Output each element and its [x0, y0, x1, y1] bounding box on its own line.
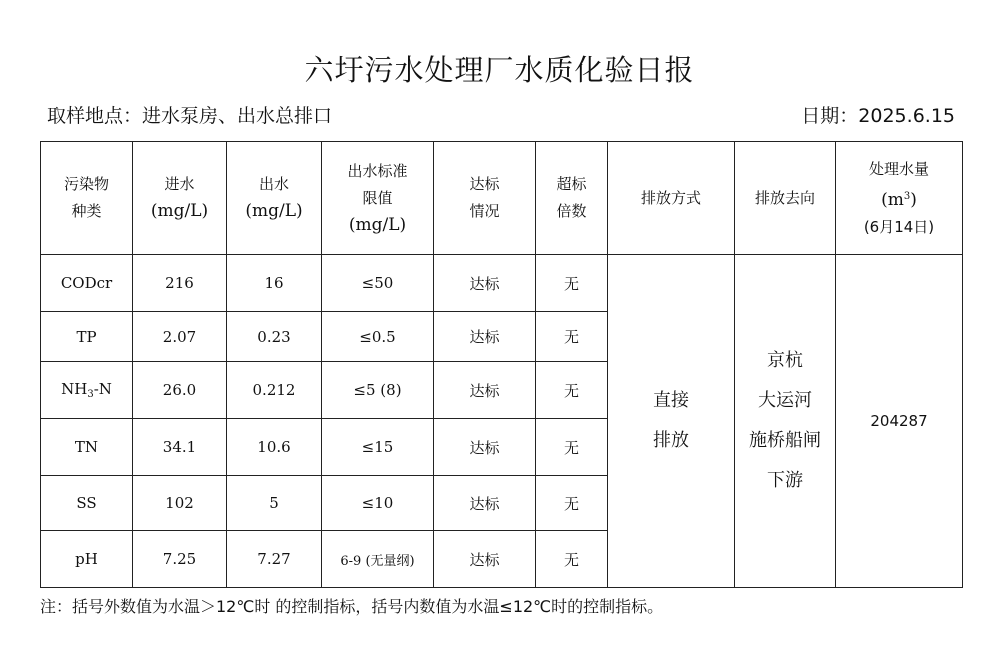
header-outflow: 出水 (mg/L)	[227, 142, 322, 255]
status-cell: 达标	[434, 476, 536, 531]
status-cell: 达标	[434, 312, 536, 362]
discharge-method-cell: 直接 排放	[608, 255, 735, 588]
limit-cell: ≤10	[322, 476, 434, 531]
outflow-cell: 0.212	[227, 362, 322, 419]
exceed-cell: 无	[536, 362, 608, 419]
inflow-cell: 34.1	[133, 419, 227, 476]
outflow-cell: 16	[227, 255, 322, 312]
pollutant-cell: TN	[41, 419, 133, 476]
status-cell: 达标	[434, 255, 536, 312]
header-exceed: 超标 倍数	[536, 142, 608, 255]
exceed-cell: 无	[536, 531, 608, 588]
header-inflow: 进水 (mg/L)	[133, 142, 227, 255]
exceed-cell: 无	[536, 255, 608, 312]
status-cell: 达标	[434, 531, 536, 588]
inflow-cell: 2.07	[133, 312, 227, 362]
status-cell: 达标	[434, 362, 536, 419]
header-compliance: 达标 情况	[434, 142, 536, 255]
exceed-cell: 无	[536, 312, 608, 362]
outflow-cell: 7.27	[227, 531, 322, 588]
report-title: 六圩污水处理厂水质化验日报	[304, 53, 695, 87]
table-row	[41, 255, 963, 312]
report-date: 日期：2025.6.15	[801, 105, 955, 127]
pollutant-cell: CODcr	[41, 255, 133, 312]
header-limit: 出水标准 限值 (mg/L)	[322, 142, 434, 255]
footnote: 注：括号外数值为水温＞12℃时 的控制指标，括号内数值为水温≤12℃时的控制指标。	[40, 597, 664, 616]
exceed-cell: 无	[536, 419, 608, 476]
header-discharge-destination: 排放去向	[735, 142, 836, 255]
inflow-cell: 216	[133, 255, 227, 312]
limit-cell: ≤5 (8)	[322, 362, 434, 419]
discharge-destination-cell: 京杭 大运河 施桥船闸 下游	[735, 255, 836, 588]
pollutant-cell: pH	[41, 531, 133, 588]
outflow-cell: 0.23	[227, 312, 322, 362]
limit-cell: ≤50	[322, 255, 434, 312]
exceed-cell: 无	[536, 476, 608, 531]
limit-cell: ≤15	[322, 419, 434, 476]
header-volume: 处理水量 $(m^3)$ (6月14日)	[836, 142, 963, 255]
outflow-cell: 5	[227, 476, 322, 531]
sampling-location: 取样地点：进水泵房、出水总排口	[47, 105, 333, 127]
water-quality-table	[40, 141, 963, 588]
inflow-cell: 7.25	[133, 531, 227, 588]
inflow-cell: 26.0	[133, 362, 227, 419]
header-pollutant: 污染物 种类	[41, 142, 133, 255]
limit-cell: ≤0.5	[322, 312, 434, 362]
pollutant-cell: TP	[41, 312, 133, 362]
header-discharge-method: 排放方式	[608, 142, 735, 255]
inflow-cell: 102	[133, 476, 227, 531]
outflow-cell: 10.6	[227, 419, 322, 476]
status-cell: 达标	[434, 419, 536, 476]
pollutant-cell: SS	[41, 476, 133, 531]
header-row	[41, 142, 963, 255]
treated-volume-cell: 204287	[836, 255, 963, 588]
limit-cell: 6-9 (无量纲)	[322, 531, 434, 588]
pollutant-cell: $NH_3-N$	[41, 362, 133, 419]
